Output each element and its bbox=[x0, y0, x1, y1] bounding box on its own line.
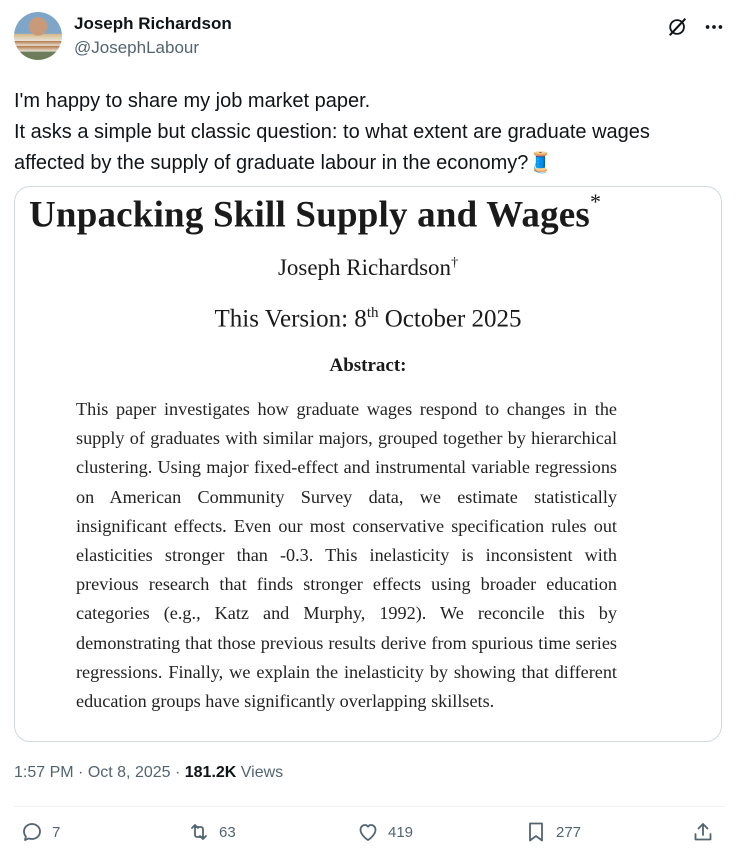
reply-count: 7 bbox=[52, 823, 61, 841]
tweet-line-2: It asks a simple but classic question: to what extent are graduate wages affected by the supply of graduate labour in the economy?🧵 bbox=[14, 121, 650, 174]
views-label: Views bbox=[236, 764, 284, 781]
tweet-meta bbox=[14, 764, 283, 782]
like-count: 419 bbox=[388, 823, 414, 841]
paper-author-mark: † bbox=[451, 255, 459, 271]
views-count: 181.2K bbox=[184, 764, 237, 781]
paper-image-card[interactable] bbox=[14, 186, 722, 742]
abstract-body: This paper investigates how graduate wages respond to changes in the supply of graduates with similar majors, grouped together by hierarchical clustering. Using major fixed-effect and instrumental variable regressions on American Community Survey data, we estimate statistically insignificant effects. Even our most conservative specification rules out elasticities stronger than -0.3. This inelasticity is inconsistent with previous research that finds stronger effects using broader education categories (e.g., Katz and Murphy, 1992). We reconcile this by demonstrating that those previous results derive from spurious time series regressions. Finally, we explain the inelasticity by showing that different education groups have significantly overlapping skillsets. bbox=[76, 399, 617, 712]
reply-icon bbox=[20, 820, 44, 844]
paper-version-prefix: This Version: 8 bbox=[214, 305, 367, 333]
header-icons bbox=[667, 16, 725, 38]
tweet-text bbox=[14, 86, 725, 179]
paper-version bbox=[15, 305, 721, 333]
more-icon[interactable] bbox=[703, 16, 725, 38]
paper-author-name: Joseph Richardson bbox=[277, 255, 452, 280]
paper-title bbox=[29, 189, 602, 236]
tweet-header bbox=[14, 10, 725, 62]
repost-button[interactable] bbox=[187, 820, 236, 844]
share-button[interactable] bbox=[691, 820, 715, 844]
action-bar bbox=[14, 820, 725, 852]
paper-author bbox=[15, 255, 721, 281]
like-button[interactable] bbox=[356, 820, 413, 844]
grok-icon[interactable] bbox=[667, 16, 689, 38]
repost-icon bbox=[187, 820, 211, 844]
paper-version-suffix: October 2025 bbox=[378, 305, 522, 333]
avatar[interactable] bbox=[14, 12, 62, 60]
bookmark-count: 277 bbox=[556, 823, 582, 841]
heart-icon bbox=[356, 820, 380, 844]
share-icon bbox=[691, 820, 715, 844]
abstract-heading: Abstract: bbox=[329, 355, 407, 376]
author-handle[interactable]: @JosephLabour bbox=[74, 38, 200, 57]
tweet-line-1: I'm happy to share my job market paper. bbox=[14, 90, 371, 112]
author-name[interactable]: Joseph Richardson bbox=[74, 14, 232, 33]
meta-separator: · bbox=[73, 764, 88, 781]
meta-separator-2: · bbox=[170, 764, 185, 781]
bookmark-button[interactable] bbox=[524, 820, 581, 844]
paper-title-mark: * bbox=[589, 189, 602, 214]
tweet-date[interactable]: Oct 8, 2025 bbox=[87, 764, 171, 781]
bookmark-icon bbox=[524, 820, 548, 844]
tweet-time[interactable]: 1:57 PM bbox=[14, 764, 74, 781]
paper-version-sup: th bbox=[366, 305, 379, 321]
repost-count: 63 bbox=[219, 823, 236, 841]
paper-title-text: Unpacking Skill Supply and Wages bbox=[29, 194, 590, 236]
divider bbox=[14, 806, 725, 807]
reply-button[interactable] bbox=[20, 820, 60, 844]
